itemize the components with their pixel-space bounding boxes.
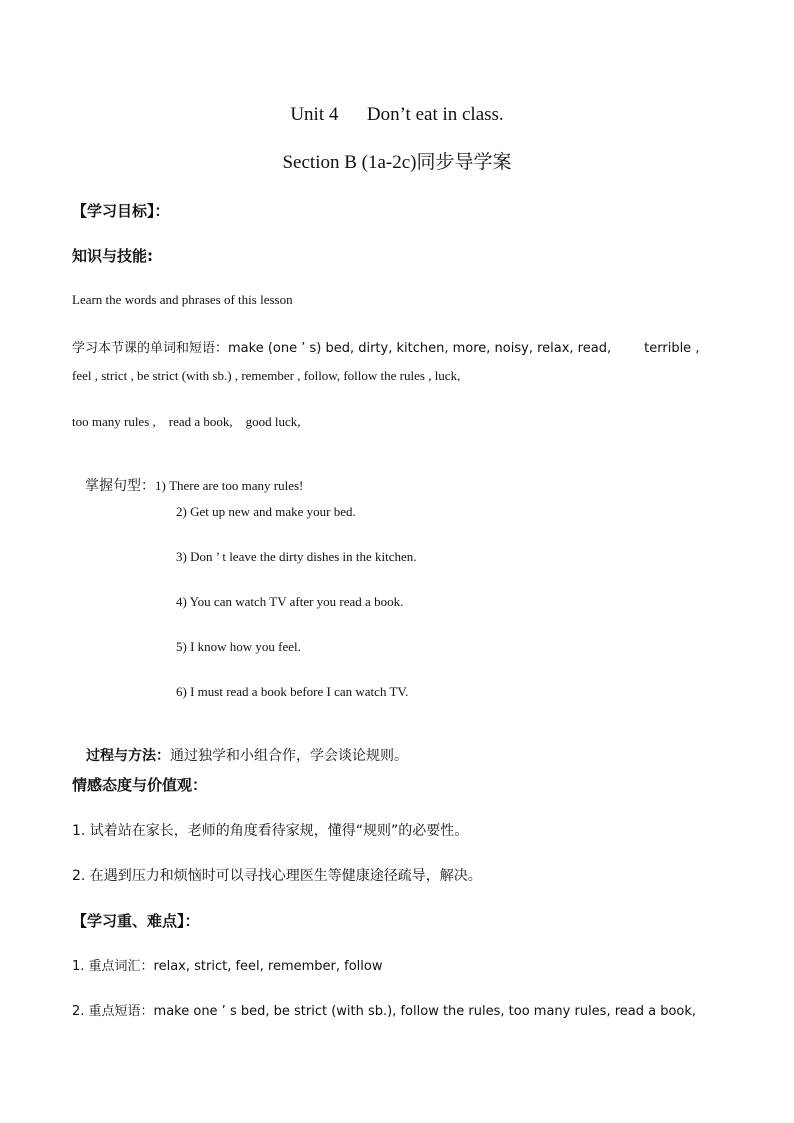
process-label: 过程与方法： xyxy=(86,748,170,764)
document-title: Unit 4 Don’t eat in class. xyxy=(290,104,504,125)
sentence-item: 2) Get up new and make your bed. xyxy=(176,504,356,519)
vocab-line-1: 学习本节课的单词和短语：make (one ’ s) bed, dirty, kitchen, more, noisy, relax, read, terrible , xyxy=(72,341,700,356)
sentence-item: 3) Don ’ t leave the dirty dishes in the kitchen. xyxy=(176,549,417,564)
sentence-item: 6) I must read a book before I can watch TV. xyxy=(176,684,409,699)
key-vocab-item: 1. 重点词汇：relax, strict, feel, remember, follow xyxy=(72,959,383,974)
sentence-item: 4) You can watch TV after you read a book. xyxy=(176,594,404,609)
objectives-heading: 【学习目标】： xyxy=(72,202,170,220)
vocab-line-3: too many rules , read a book, good luck, xyxy=(72,414,301,429)
sentences-label: 掌握句型： xyxy=(85,478,155,494)
knowledge-heading: 知识与技能: xyxy=(72,247,153,265)
attitude-item: 1. 试着站在家长，老师的角度看待家规，懂得“规则”的必要性。 xyxy=(72,823,469,839)
objective-line: Learn the words and phrases of this lesson xyxy=(72,292,293,307)
key-points-heading: 【学习重、难点】： xyxy=(72,912,200,930)
document-subtitle: Section B (1a-2c)同步导学案 xyxy=(282,152,512,173)
sentence-item: 1) There are too many rules! xyxy=(155,478,304,493)
attitude-heading: 情感态度与价值观： xyxy=(72,776,208,794)
attitude-item: 2. 在遇到压力和烦恼时可以寻找心理医生等健康途径疏导，解决。 xyxy=(72,868,482,884)
vocab-line-2: feel , strict , be strict (with sb.) , remember , follow, follow the rules , luck, xyxy=(72,368,461,383)
process-text: 通过独学和小组合作，学会谈论规则。 xyxy=(170,748,408,764)
sentence-item: 5) I know how you feel. xyxy=(176,639,301,654)
key-phrases-item: 2. 重点短语：make one ’ s bed, be strict (with sb.), follow the rules, too many rules, read a book, xyxy=(72,1004,697,1019)
